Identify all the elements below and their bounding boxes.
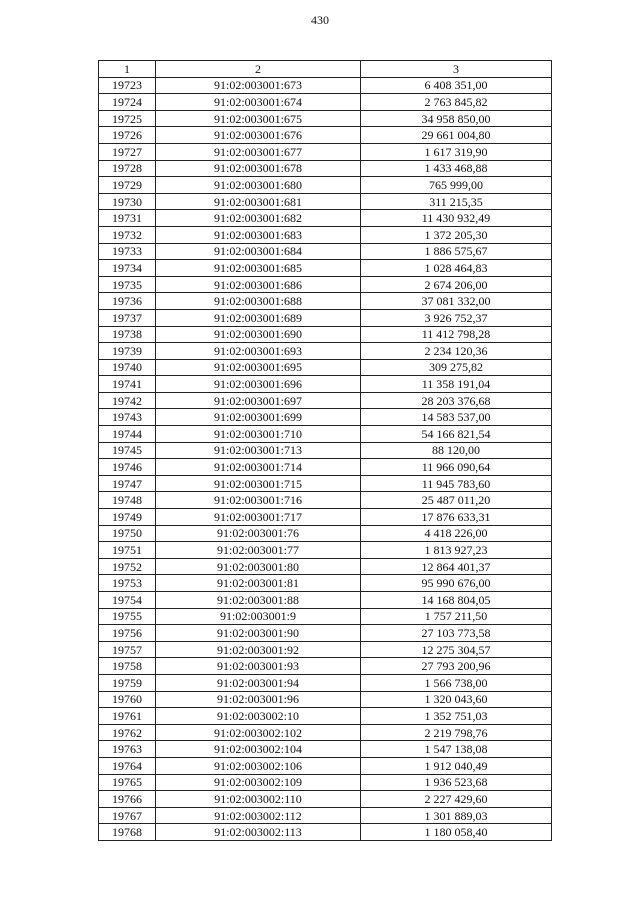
value-cell: 29 661 004,80	[361, 127, 552, 144]
cadastral-number-cell: 91:02:003001:92	[156, 641, 361, 658]
value-cell: 11 945 783,60	[361, 475, 552, 492]
value-cell: 765 999,00	[361, 177, 552, 194]
row-number-cell: 19737	[99, 309, 156, 326]
row-number-cell: 19741	[99, 376, 156, 393]
value-cell: 14 168 804,05	[361, 592, 552, 609]
value-cell: 14 583 537,00	[361, 409, 552, 426]
value-cell: 34 958 850,00	[361, 110, 552, 127]
row-number-cell: 19750	[99, 525, 156, 542]
table-row	[99, 658, 552, 675]
value-cell: 27 103 773,58	[361, 625, 552, 642]
cadastral-number-cell: 91:02:003002:104	[156, 741, 361, 758]
row-number-cell: 19754	[99, 592, 156, 609]
table-row	[99, 674, 552, 691]
value-cell: 1 936 523,68	[361, 774, 552, 791]
row-number-cell: 19724	[99, 94, 156, 111]
row-number-cell: 19725	[99, 110, 156, 127]
row-number-cell: 19736	[99, 293, 156, 310]
row-number-cell: 19751	[99, 542, 156, 559]
row-number-cell: 19728	[99, 160, 156, 177]
table-row	[99, 824, 552, 841]
row-number-cell: 19739	[99, 343, 156, 360]
cadastral-number-cell: 91:02:003001:684	[156, 243, 361, 260]
table-row	[99, 575, 552, 592]
cadastral-number-cell: 91:02:003001:695	[156, 359, 361, 376]
cadastral-number-cell: 91:02:003001:696	[156, 376, 361, 393]
value-cell: 1 617 319,90	[361, 143, 552, 160]
value-cell: 11 358 191,04	[361, 376, 552, 393]
cadastral-number-cell: 91:02:003001:90	[156, 625, 361, 642]
column-header: 1	[99, 61, 156, 78]
cadastral-number-cell: 91:02:003001:686	[156, 276, 361, 293]
row-number-cell: 19756	[99, 625, 156, 642]
cadastral-number-cell: 91:02:003001:710	[156, 426, 361, 443]
value-cell: 1 566 738,00	[361, 674, 552, 691]
row-number-cell: 19730	[99, 193, 156, 210]
row-number-cell: 19729	[99, 177, 156, 194]
column-header: 2	[156, 61, 361, 78]
value-cell: 1 320 043,60	[361, 691, 552, 708]
cadastral-number-cell: 91:02:003001:93	[156, 658, 361, 675]
table-row	[99, 127, 552, 144]
table-row	[99, 708, 552, 725]
cadastral-number-cell: 91:02:003001:680	[156, 177, 361, 194]
table-row	[99, 741, 552, 758]
table-header-row	[99, 61, 552, 78]
value-cell: 2 674 206,00	[361, 276, 552, 293]
cadastral-number-cell: 91:02:003001:9	[156, 608, 361, 625]
cadastral-number-cell: 91:02:003001:683	[156, 226, 361, 243]
value-cell: 1 301 889,03	[361, 807, 552, 824]
value-cell: 311 215,35	[361, 193, 552, 210]
row-number-cell: 19731	[99, 210, 156, 227]
table-row	[99, 608, 552, 625]
cadastral-number-cell: 91:02:003001:81	[156, 575, 361, 592]
value-cell: 11 966 090,64	[361, 459, 552, 476]
row-number-cell: 19764	[99, 757, 156, 774]
value-cell: 1 028 464,83	[361, 260, 552, 277]
cadastral-number-cell: 91:02:003002:106	[156, 757, 361, 774]
cadastral-number-cell: 91:02:003001:714	[156, 459, 361, 476]
table-row	[99, 442, 552, 459]
table-row	[99, 492, 552, 509]
table-row	[99, 774, 552, 791]
cadastral-number-cell: 91:02:003001:690	[156, 326, 361, 343]
cadastral-number-cell: 91:02:003001:673	[156, 77, 361, 94]
table-row	[99, 210, 552, 227]
table-row	[99, 691, 552, 708]
cadastral-number-cell: 91:02:003001:693	[156, 343, 361, 360]
value-cell: 1 886 575,67	[361, 243, 552, 260]
cadastral-number-cell: 91:02:003001:715	[156, 475, 361, 492]
cadastral-number-cell: 91:02:003001:697	[156, 392, 361, 409]
row-number-cell: 19735	[99, 276, 156, 293]
value-cell: 1 757 211,50	[361, 608, 552, 625]
row-number-cell: 19755	[99, 608, 156, 625]
value-cell: 12 275 304,57	[361, 641, 552, 658]
table-row	[99, 110, 552, 127]
value-cell: 1 372 205,30	[361, 226, 552, 243]
table-row	[99, 791, 552, 808]
row-number-cell: 19752	[99, 558, 156, 575]
cadastral-number-cell: 91:02:003001:80	[156, 558, 361, 575]
row-number-cell: 19733	[99, 243, 156, 260]
table-row	[99, 376, 552, 393]
registry-table	[98, 60, 552, 841]
value-cell: 1 352 751,03	[361, 708, 552, 725]
cadastral-number-cell: 91:02:003001:713	[156, 442, 361, 459]
table-row	[99, 509, 552, 526]
row-number-cell: 19758	[99, 658, 156, 675]
cadastral-number-cell: 91:02:003001:716	[156, 492, 361, 509]
value-cell: 2 219 798,76	[361, 724, 552, 741]
row-number-cell: 19747	[99, 475, 156, 492]
table-row	[99, 542, 552, 559]
table-row	[99, 94, 552, 111]
table-row	[99, 757, 552, 774]
table-row	[99, 77, 552, 94]
table-row	[99, 392, 552, 409]
table-row	[99, 525, 552, 542]
table-row	[99, 641, 552, 658]
value-cell: 2 227 429,60	[361, 791, 552, 808]
value-cell: 3 926 752,37	[361, 309, 552, 326]
value-cell: 2 763 845,82	[361, 94, 552, 111]
cadastral-number-cell: 91:02:003001:676	[156, 127, 361, 144]
cadastral-number-cell: 91:02:003001:685	[156, 260, 361, 277]
table-row	[99, 226, 552, 243]
row-number-cell: 19767	[99, 807, 156, 824]
row-number-cell: 19768	[99, 824, 156, 841]
value-cell: 28 203 376,68	[361, 392, 552, 409]
table-row	[99, 558, 552, 575]
value-cell: 17 876 633,31	[361, 509, 552, 526]
table-row	[99, 193, 552, 210]
cadastral-number-cell: 91:02:003001:88	[156, 592, 361, 609]
table-row	[99, 326, 552, 343]
row-number-cell: 19742	[99, 392, 156, 409]
cadastral-number-cell: 91:02:003002:109	[156, 774, 361, 791]
value-cell: 11 412 798,28	[361, 326, 552, 343]
table-row	[99, 343, 552, 360]
table-row	[99, 293, 552, 310]
value-cell: 4 418 226,00	[361, 525, 552, 542]
column-header: 3	[361, 61, 552, 78]
table-row	[99, 592, 552, 609]
row-number-cell: 19762	[99, 724, 156, 741]
value-cell: 27 793 200,96	[361, 658, 552, 675]
value-cell: 12 864 401,37	[361, 558, 552, 575]
row-number-cell: 19732	[99, 226, 156, 243]
value-cell: 6 408 351,00	[361, 77, 552, 94]
cadastral-number-cell: 91:02:003001:699	[156, 409, 361, 426]
table-row	[99, 409, 552, 426]
row-number-cell: 19749	[99, 509, 156, 526]
table-row	[99, 807, 552, 824]
row-number-cell: 19766	[99, 791, 156, 808]
cadastral-number-cell: 91:02:003002:102	[156, 724, 361, 741]
page-number: 430	[311, 13, 329, 27]
cadastral-number-cell: 91:02:003001:688	[156, 293, 361, 310]
row-number-cell: 19757	[99, 641, 156, 658]
cadastral-number-cell: 91:02:003001:77	[156, 542, 361, 559]
row-number-cell: 19759	[99, 674, 156, 691]
row-number-cell: 19743	[99, 409, 156, 426]
cadastral-number-cell: 91:02:003001:96	[156, 691, 361, 708]
cadastral-number-cell: 91:02:003002:112	[156, 807, 361, 824]
table-row	[99, 260, 552, 277]
value-cell: 1 433 468,88	[361, 160, 552, 177]
value-cell: 88 120,00	[361, 442, 552, 459]
row-number-cell: 19738	[99, 326, 156, 343]
table-row	[99, 359, 552, 376]
cadastral-number-cell: 91:02:003001:689	[156, 309, 361, 326]
table-row	[99, 625, 552, 642]
row-number-cell: 19761	[99, 708, 156, 725]
value-cell: 95 990 676,00	[361, 575, 552, 592]
table-row	[99, 177, 552, 194]
table-row	[99, 243, 552, 260]
value-cell: 1 813 927,23	[361, 542, 552, 559]
table-row	[99, 160, 552, 177]
value-cell: 25 487 011,20	[361, 492, 552, 509]
row-number-cell: 19744	[99, 426, 156, 443]
value-cell: 309 275,82	[361, 359, 552, 376]
row-number-cell: 19723	[99, 77, 156, 94]
value-cell: 1 912 040,49	[361, 757, 552, 774]
row-number-cell: 19746	[99, 459, 156, 476]
value-cell: 2 234 120,36	[361, 343, 552, 360]
table-body	[99, 77, 552, 840]
table-row	[99, 309, 552, 326]
cadastral-number-cell: 91:02:003001:682	[156, 210, 361, 227]
table-row	[99, 143, 552, 160]
row-number-cell: 19740	[99, 359, 156, 376]
value-cell: 11 430 932,49	[361, 210, 552, 227]
row-number-cell: 19765	[99, 774, 156, 791]
row-number-cell: 19763	[99, 741, 156, 758]
cadastral-number-cell: 91:02:003001:681	[156, 193, 361, 210]
row-number-cell: 19748	[99, 492, 156, 509]
row-number-cell: 19760	[99, 691, 156, 708]
row-number-cell: 19727	[99, 143, 156, 160]
value-cell: 1 547 138,08	[361, 741, 552, 758]
cadastral-number-cell: 91:02:003001:675	[156, 110, 361, 127]
cadastral-number-cell: 91:02:003001:678	[156, 160, 361, 177]
table-row	[99, 426, 552, 443]
value-cell: 37 081 332,00	[361, 293, 552, 310]
cadastral-number-cell: 91:02:003001:76	[156, 525, 361, 542]
value-cell: 1 180 058,40	[361, 824, 552, 841]
value-cell: 54 166 821,54	[361, 426, 552, 443]
table-row	[99, 475, 552, 492]
row-number-cell: 19753	[99, 575, 156, 592]
table-row	[99, 459, 552, 476]
row-number-cell: 19745	[99, 442, 156, 459]
cadastral-number-cell: 91:02:003001:674	[156, 94, 361, 111]
table-row	[99, 276, 552, 293]
row-number-cell: 19734	[99, 260, 156, 277]
table-row	[99, 724, 552, 741]
row-number-cell: 19726	[99, 127, 156, 144]
cadastral-number-cell: 91:02:003001:717	[156, 509, 361, 526]
cadastral-number-cell: 91:02:003002:113	[156, 824, 361, 841]
cadastral-number-cell: 91:02:003002:10	[156, 708, 361, 725]
cadastral-number-cell: 91:02:003001:677	[156, 143, 361, 160]
cadastral-number-cell: 91:02:003001:94	[156, 674, 361, 691]
cadastral-number-cell: 91:02:003002:110	[156, 791, 361, 808]
